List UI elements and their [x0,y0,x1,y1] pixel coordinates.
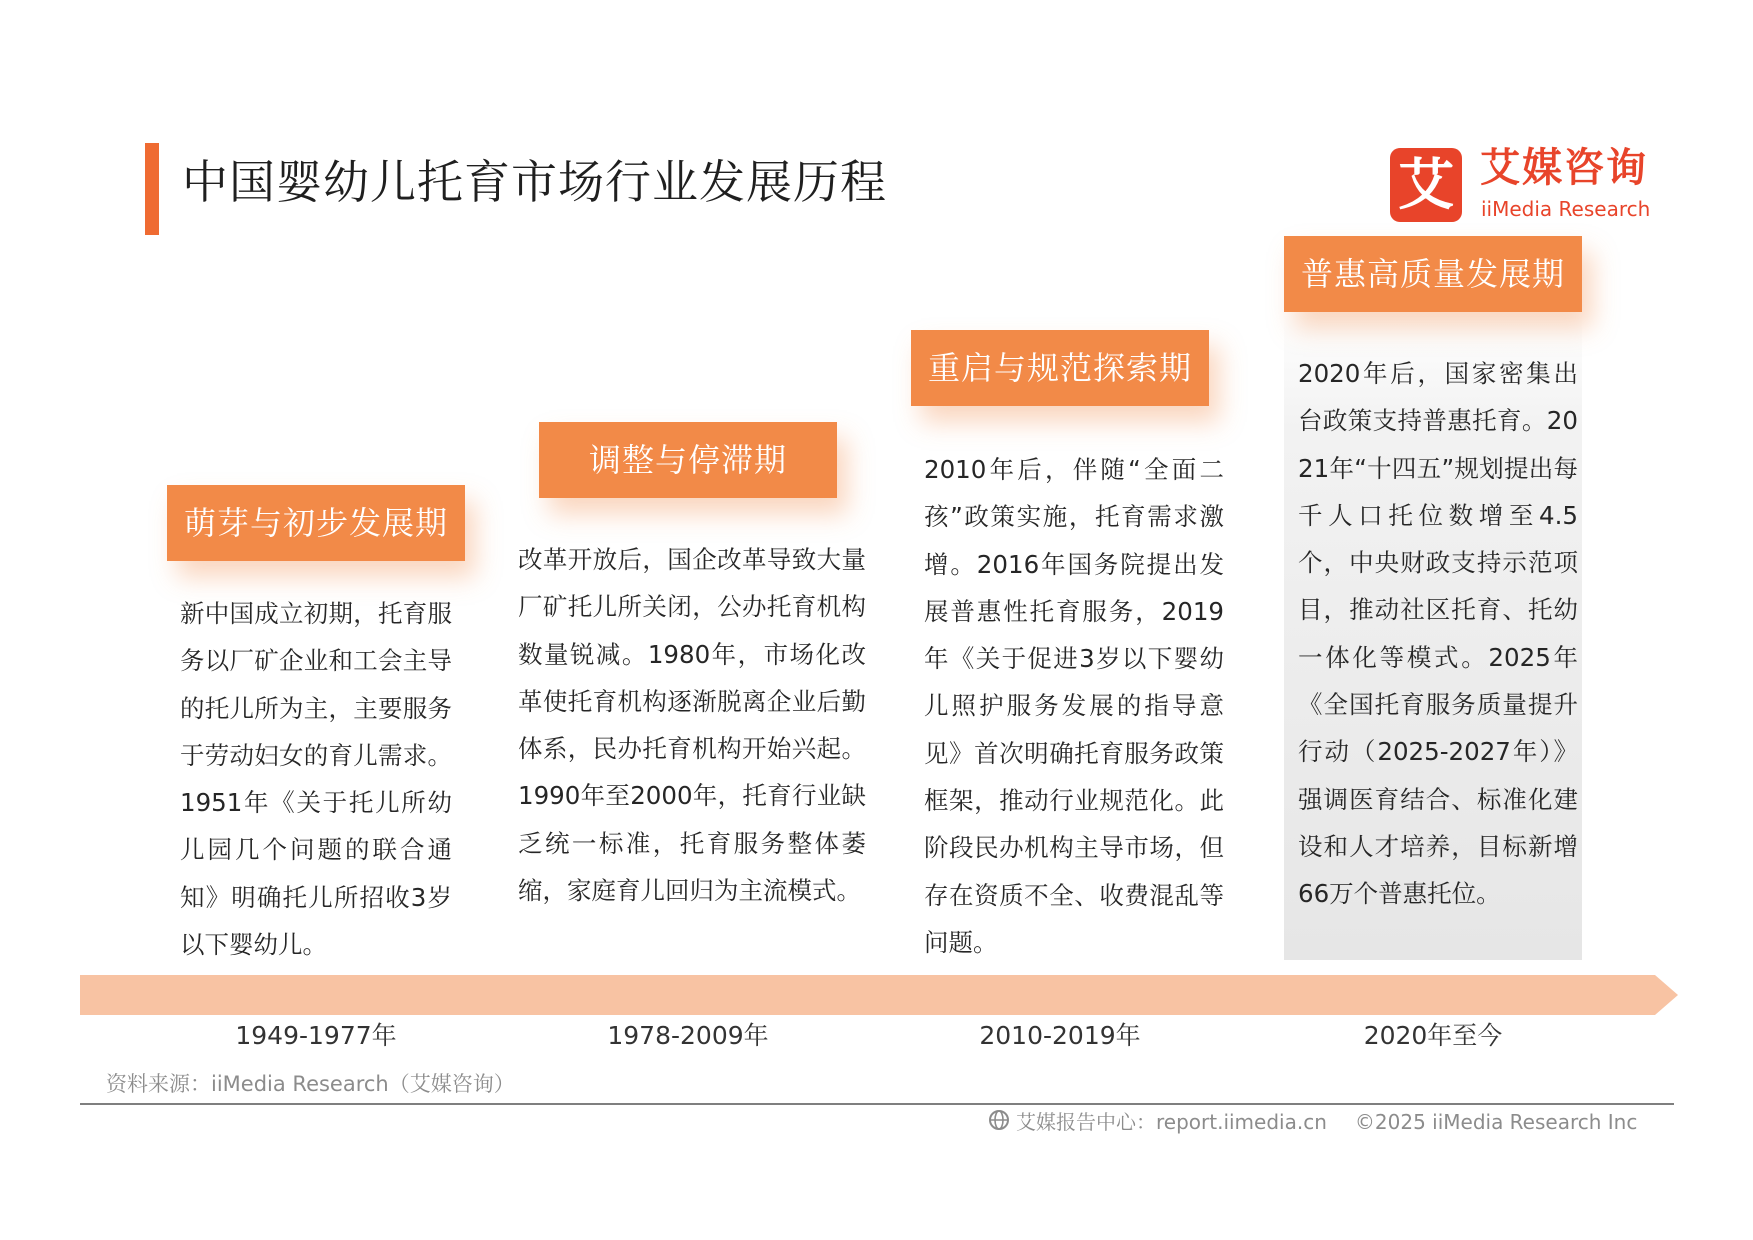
logo-mark-glyph: 艾 [1398,153,1454,218]
title-accent-bar [145,143,159,235]
brand-logo [1390,145,1651,224]
period-label-1: 萌芽与初步发展期 [167,485,465,561]
footer-info [988,1104,1648,1140]
timeline-arrow [80,975,1678,1015]
period-description-2: 改革开放后，国企改革导致大量厂矿托儿所关闭，公办托育机构数量锐减。1980年，市场化改革使托育机构逐渐脱离企业后勤体系，民办托育机构开始兴起。1990年至2000年，托育行业缺乏统一标准，托育服务整体萎缩，家庭育儿回归为主流模式。 [518,545,866,906]
period-description-1: 新中国成立初期，托育服务以厂矿企业和工会主导的托儿所为主，主要服务于劳动妇女的育儿需求。1951年《关于托儿所幼儿园几个问题的联合通知》明确托儿所招收3岁以下婴幼儿。 [180,599,452,960]
period-description-4: 2020年后，国家密集出台政策支持普惠托育。2021年“十四五”规划提出每千人口托位数增至4.5个，中央财政支持示范项目，推动社区托育、托幼一体化等模式。2025年《全国托育服务质量提升行动（2025-2027年）》强调医育结合、标准化建设和人才培养，目标新增66万个普惠托位。 [1298,359,1578,909]
year-label-2: 1978-2009年 [607,1021,769,1050]
page-title: 中国婴幼儿托育市场行业发展历程 [182,155,887,209]
period-label-3: 重启与规范探索期 [911,330,1209,406]
year-label-1: 1949-1977年 [235,1021,397,1050]
logo-mark-icon [1390,148,1462,222]
period-description-3: 2010年后，伴随“全面二孩”政策实施，托育需求激增。2016年国务院提出发展普惠性托育服务，2019年《关于促进3岁以下婴幼儿照护服务发展的指导意见》首次明确托育服务政策框架，推动行业规范化。此阶段民办机构主导市场，但存在资质不全、收费混乱等问题。 [924,455,1224,957]
period-label-4: 普惠高质量发展期 [1284,236,1582,312]
report-center-link[interactable]: 艾媒报告中心：report.iimedia.cn [1016,1110,1327,1134]
copyright-text: ©2025 iiMedia Research Inc [1354,1110,1638,1134]
year-label-3: 2010-2019年 [979,1021,1141,1050]
logo-name-en: iiMedia Research [1481,197,1651,221]
globe-icon [988,1106,1010,1142]
year-label-4: 2020年至今 [1363,1021,1503,1050]
logo-name-cn: 艾媒咨询 [1480,145,1648,191]
period-label-2: 调整与停滞期 [539,422,837,498]
source-note: 资料来源：iiMedia Research（艾媒咨询） [106,1072,515,1096]
